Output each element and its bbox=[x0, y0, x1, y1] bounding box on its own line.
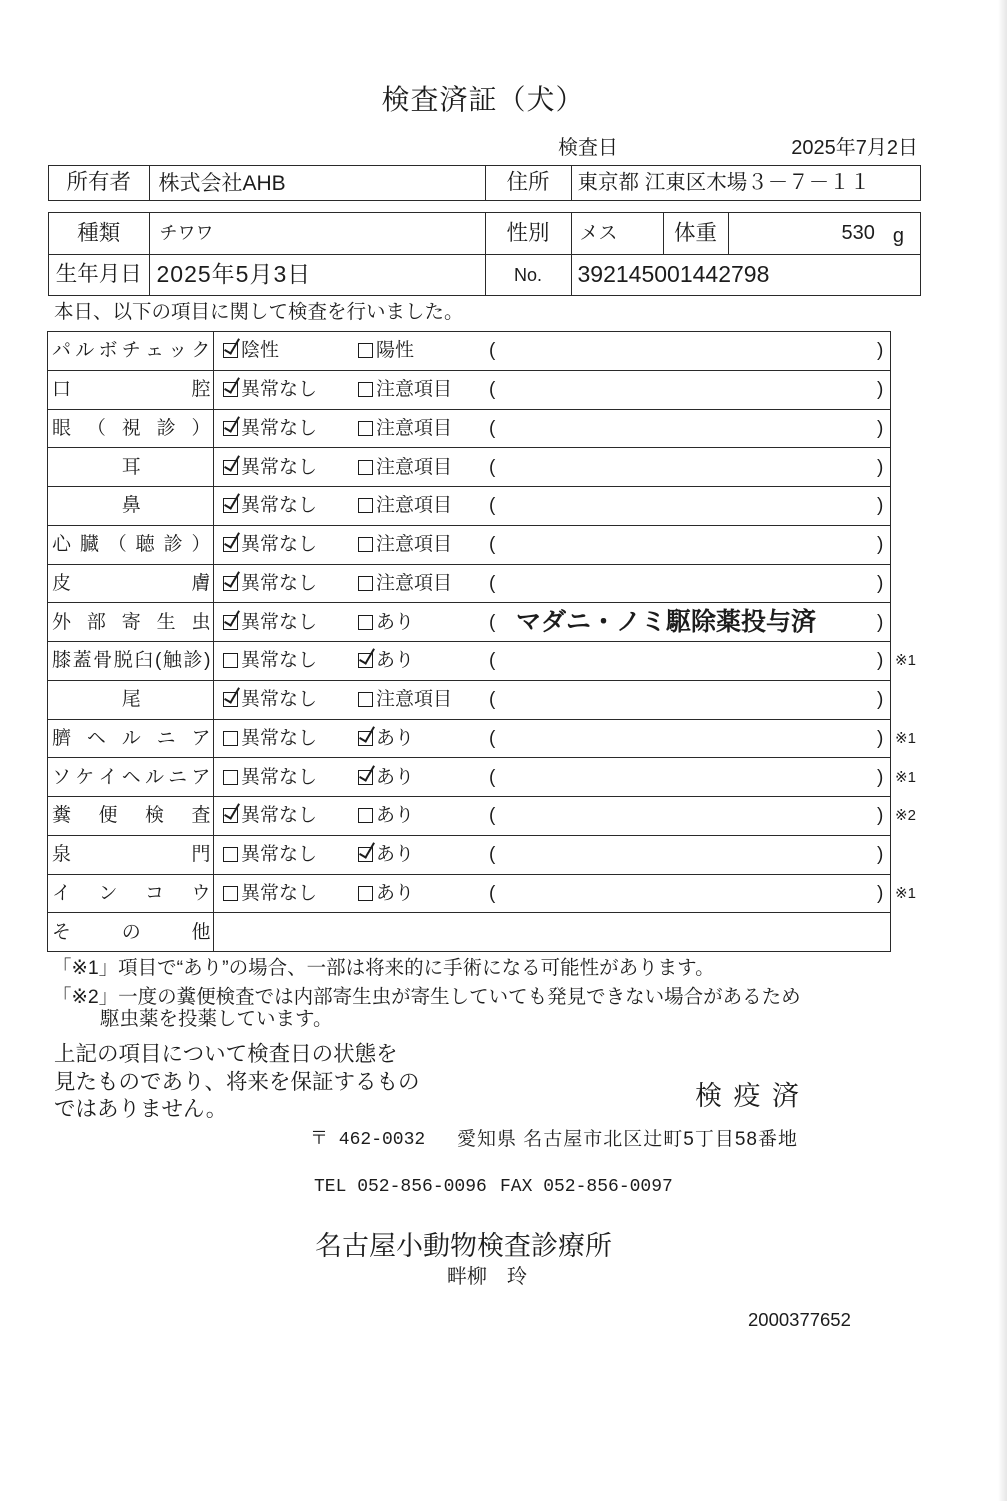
label-char: 心 bbox=[52, 534, 72, 556]
row-label bbox=[48, 642, 214, 680]
checked-box-icon bbox=[223, 615, 238, 630]
label-char: 触 bbox=[162, 650, 182, 672]
paren-open: ( bbox=[489, 689, 496, 711]
label-char: イ bbox=[98, 766, 118, 788]
paren-open: ( bbox=[489, 340, 496, 362]
option-label: あり bbox=[376, 805, 415, 827]
label-char: 聴 bbox=[135, 534, 155, 556]
empty-box-icon bbox=[223, 886, 238, 901]
paren-close: ) bbox=[877, 495, 884, 517]
option bbox=[358, 448, 452, 486]
label-char: 蓋 bbox=[72, 650, 92, 672]
option bbox=[358, 875, 414, 913]
empty-box-icon bbox=[358, 382, 373, 397]
paren-close: ) bbox=[877, 534, 884, 556]
checked-box-icon bbox=[358, 731, 373, 746]
paren-open: ( bbox=[489, 766, 496, 788]
checklist-row bbox=[48, 720, 916, 759]
number-label: No. bbox=[486, 255, 572, 296]
label-char: そ bbox=[52, 921, 72, 943]
option-label: 異常なし bbox=[241, 379, 318, 401]
label-char: チ bbox=[121, 340, 141, 362]
checklist-row bbox=[48, 526, 890, 565]
clinic-address: 愛知県 名古屋市北区辻町5丁目58番地 bbox=[457, 1129, 798, 1150]
label-char: イ bbox=[52, 882, 72, 904]
inspection-checklist bbox=[47, 331, 916, 952]
empty-box-icon bbox=[223, 770, 238, 785]
label-char: ケ bbox=[75, 766, 95, 788]
option-label: 注意項目 bbox=[376, 417, 453, 439]
option bbox=[358, 332, 414, 370]
option bbox=[223, 410, 317, 448]
empty-box-icon bbox=[358, 498, 373, 513]
paren-open: ( bbox=[489, 727, 496, 749]
checked-box-icon bbox=[223, 808, 238, 823]
label-char: 診 bbox=[156, 417, 176, 439]
owner-table bbox=[48, 165, 921, 201]
option bbox=[223, 875, 317, 913]
option bbox=[358, 603, 414, 641]
option-label: 注意項目 bbox=[376, 456, 453, 478]
paren-close: ) bbox=[877, 844, 884, 866]
row-label bbox=[48, 913, 214, 951]
option bbox=[223, 565, 317, 603]
checklist-row bbox=[48, 448, 890, 487]
label-char: ル bbox=[75, 340, 95, 362]
row-label bbox=[48, 758, 214, 796]
option bbox=[223, 448, 317, 486]
checklist-row bbox=[48, 875, 916, 914]
label-char: ソ bbox=[52, 766, 72, 788]
weight-unit: g bbox=[892, 225, 904, 248]
paren-close: ) bbox=[877, 456, 884, 478]
row-note-mark: ※2 bbox=[895, 807, 916, 825]
row-remark: マダニ・ノミ駆除薬投与済 bbox=[516, 607, 817, 636]
owner-label: 所有者 bbox=[49, 166, 150, 200]
clinic-person: 畔柳 玲 bbox=[447, 1266, 527, 1288]
disclaimer-line-3: ではありません。 bbox=[54, 1097, 228, 1121]
quarantine-stamp: 検 疫 済 bbox=[695, 1081, 802, 1111]
checked-box-icon bbox=[223, 343, 238, 358]
intro-text: 本日、以下の項目に関して検査を行いました。 bbox=[54, 301, 464, 323]
label-char: 泉 bbox=[52, 844, 72, 866]
label-char: 診 bbox=[183, 650, 203, 672]
row-note-mark: ※1 bbox=[895, 652, 916, 670]
empty-box-icon bbox=[223, 731, 238, 746]
label-char: 検 bbox=[144, 805, 164, 827]
checked-box-icon bbox=[358, 847, 373, 862]
label-char: ッ bbox=[168, 340, 188, 362]
checked-box-icon bbox=[223, 692, 238, 707]
pet-row-2 bbox=[49, 255, 920, 296]
paren-open: ( bbox=[489, 805, 496, 827]
label-char: ボ bbox=[98, 340, 118, 362]
label-char: の bbox=[121, 921, 141, 943]
option-label: 注意項目 bbox=[376, 379, 453, 401]
label-char: 他 bbox=[191, 921, 211, 943]
option bbox=[223, 526, 317, 564]
option bbox=[223, 603, 317, 641]
label-char: ニ bbox=[156, 727, 176, 749]
paren-open: ( bbox=[489, 882, 496, 904]
label-char: 眼 bbox=[52, 417, 72, 439]
checklist-row bbox=[48, 642, 916, 681]
document-number: 2000377652 bbox=[748, 1309, 851, 1330]
note-1: 「※1」項目で“あり”の場合、一部は将来的に手術になる可能性があります。 bbox=[52, 957, 715, 979]
row-label: 鼻 bbox=[48, 487, 214, 525]
label-char: 糞 bbox=[52, 805, 72, 827]
empty-box-icon bbox=[358, 421, 373, 436]
checklist-row bbox=[48, 371, 890, 410]
clinic-tel: TEL 052-856-0096 bbox=[314, 1177, 487, 1197]
row-label bbox=[48, 371, 214, 409]
paren-open: ( bbox=[489, 379, 496, 401]
label-char: 臍 bbox=[52, 727, 72, 749]
option-label: 異常なし bbox=[241, 495, 318, 517]
row-label bbox=[48, 836, 214, 874]
option bbox=[358, 758, 414, 796]
row-label bbox=[48, 410, 214, 448]
row-note-mark: ※1 bbox=[895, 768, 916, 786]
paren-close: ) bbox=[877, 650, 884, 672]
option-label: あり bbox=[376, 650, 415, 672]
label-char: 臓 bbox=[79, 534, 99, 556]
label-char: 便 bbox=[98, 805, 118, 827]
label-char: ア bbox=[191, 766, 211, 788]
option bbox=[223, 487, 317, 525]
label-char: ヘ bbox=[121, 766, 141, 788]
option-label: 異常なし bbox=[241, 805, 318, 827]
sex-value: メス bbox=[572, 213, 664, 254]
option-label: 注意項目 bbox=[376, 534, 453, 556]
row-label: 耳 bbox=[48, 448, 214, 486]
option-label: 異常なし bbox=[241, 689, 318, 711]
checklist-row bbox=[48, 410, 890, 449]
option-label: 異常なし bbox=[241, 417, 318, 439]
paren-open: ( bbox=[489, 844, 496, 866]
paren-close: ) bbox=[877, 611, 884, 633]
label-char: 骨 bbox=[93, 650, 113, 672]
checklist-row bbox=[48, 797, 916, 836]
label-char: ニ bbox=[168, 766, 188, 788]
paren-close: ) bbox=[877, 689, 884, 711]
option-label: 異常なし bbox=[241, 844, 318, 866]
label-char: 部 bbox=[86, 611, 106, 633]
option bbox=[358, 836, 414, 874]
weight-label: 体重 bbox=[664, 213, 729, 254]
row-label: 尾 bbox=[48, 681, 214, 719]
option bbox=[358, 720, 414, 758]
label-char: 虫 bbox=[191, 611, 211, 633]
checklist-row bbox=[48, 332, 890, 371]
breed-label: 種類 bbox=[49, 213, 150, 254]
label-char: ア bbox=[191, 727, 211, 749]
label-char: 脱 bbox=[113, 650, 133, 672]
option-label: 異常なし bbox=[241, 766, 318, 788]
checklist-row bbox=[48, 681, 890, 720]
option bbox=[358, 642, 414, 680]
checklist-row bbox=[48, 603, 890, 642]
empty-box-icon bbox=[223, 653, 238, 668]
checklist-row bbox=[48, 836, 890, 875]
empty-box-icon bbox=[358, 343, 373, 358]
label-char: （ bbox=[86, 417, 106, 439]
row-label bbox=[48, 332, 214, 370]
label-char: 寄 bbox=[121, 611, 141, 633]
paren-open: ( bbox=[489, 650, 496, 672]
number-value: 392145001442798 bbox=[577, 261, 770, 288]
weight-cell bbox=[729, 213, 921, 254]
breed-value: チワワ bbox=[150, 213, 486, 254]
paren-close: ) bbox=[877, 340, 884, 362]
option bbox=[223, 332, 279, 370]
checked-box-icon bbox=[223, 537, 238, 552]
paren-close: ) bbox=[877, 572, 884, 594]
label-char: ウ bbox=[191, 882, 211, 904]
scan-edge-shadow bbox=[998, 0, 1007, 1501]
label-char: ヘ bbox=[86, 727, 106, 749]
empty-box-icon bbox=[358, 886, 373, 901]
label-char: 査 bbox=[191, 805, 211, 827]
paren-close: ) bbox=[877, 379, 884, 401]
checked-box-icon bbox=[223, 498, 238, 513]
option bbox=[358, 681, 452, 719]
owner-value: 株式会社AHB bbox=[150, 166, 486, 200]
paren-close: ) bbox=[877, 727, 884, 749]
option bbox=[358, 565, 452, 603]
option-label: 陰性 bbox=[241, 340, 280, 362]
option bbox=[358, 487, 452, 525]
empty-box-icon bbox=[358, 460, 373, 475]
option bbox=[223, 797, 317, 835]
checked-box-icon bbox=[223, 460, 238, 475]
label-char: ェ bbox=[144, 340, 164, 362]
label-char: 皮 bbox=[52, 572, 72, 594]
row-note-mark: ※1 bbox=[895, 884, 916, 902]
checklist-row bbox=[48, 487, 890, 526]
checked-box-icon bbox=[358, 653, 373, 668]
checked-box-icon bbox=[223, 421, 238, 436]
option-label: あり bbox=[376, 882, 415, 904]
paren-close: ) bbox=[877, 766, 884, 788]
label-char: 腔 bbox=[191, 379, 211, 401]
note-2-continued: 駆虫薬を投薬しています。 bbox=[100, 1008, 333, 1030]
option-label: あり bbox=[376, 766, 415, 788]
birth-date-value: 2025年5月3日 bbox=[150, 255, 486, 296]
label-char: ル bbox=[144, 766, 164, 788]
empty-box-icon bbox=[358, 808, 373, 823]
label-char: 膝 bbox=[52, 650, 72, 672]
clinic-name: 名古屋小動物検査診療所 bbox=[315, 1231, 612, 1261]
label-char: パ bbox=[52, 340, 72, 362]
option-label: あり bbox=[376, 844, 415, 866]
option-label: 注意項目 bbox=[376, 495, 453, 517]
row-label bbox=[48, 797, 214, 835]
empty-box-icon bbox=[358, 692, 373, 707]
row-note-mark: ※1 bbox=[895, 729, 916, 747]
empty-box-icon bbox=[358, 537, 373, 552]
row-label bbox=[48, 526, 214, 564]
label-char: ( bbox=[154, 650, 162, 672]
label-char: 口 bbox=[52, 379, 72, 401]
option bbox=[358, 526, 452, 564]
label-char: 視 bbox=[121, 417, 141, 439]
option-label: 異常なし bbox=[241, 572, 318, 594]
label-char: 門 bbox=[191, 844, 211, 866]
clinic-fax: FAX 052-856-0097 bbox=[500, 1177, 673, 1197]
note-2: 「※2」一度の糞便検査では内部寄生虫が寄生していても発見できない場合があるため bbox=[52, 986, 801, 1008]
label-char: ク bbox=[191, 340, 211, 362]
address-label: 住所 bbox=[486, 166, 572, 200]
sex-label: 性別 bbox=[486, 213, 572, 254]
label-char: 臼 bbox=[134, 650, 154, 672]
option-label: 異常なし bbox=[241, 650, 318, 672]
option-label: 異常なし bbox=[241, 534, 318, 556]
option bbox=[223, 836, 317, 874]
option bbox=[358, 371, 452, 409]
option bbox=[358, 410, 452, 448]
checked-box-icon bbox=[358, 770, 373, 785]
birth-date-label: 生年月日 bbox=[49, 255, 150, 296]
label-char: 外 bbox=[52, 611, 72, 633]
label-char: 診 bbox=[163, 534, 183, 556]
label-char: ル bbox=[121, 727, 141, 749]
option-label: 陽性 bbox=[376, 340, 415, 362]
checked-box-icon bbox=[223, 382, 238, 397]
checklist-row bbox=[48, 913, 890, 951]
row-label bbox=[48, 720, 214, 758]
option bbox=[223, 642, 317, 680]
option-label: あり bbox=[376, 611, 415, 633]
inspection-date-value: 2025年7月2日 bbox=[791, 137, 918, 159]
option-label: 注意項目 bbox=[376, 572, 453, 594]
checklist-row bbox=[48, 758, 916, 797]
empty-box-icon bbox=[358, 576, 373, 591]
clinic-postal-code: 〒 462-0032 bbox=[310, 1130, 426, 1150]
address-value: 東京都 江東区木場３－７－１１ bbox=[577, 170, 871, 194]
option-label: あり bbox=[376, 727, 415, 749]
disclaimer-line-2: 見たものであり、将来を保証するもの bbox=[54, 1070, 420, 1094]
option bbox=[223, 371, 317, 409]
weight-value: 530 bbox=[841, 222, 875, 245]
paren-open: ( bbox=[489, 495, 496, 517]
label-char: 生 bbox=[156, 611, 176, 633]
empty-box-icon bbox=[358, 615, 373, 630]
inspection-date-label: 検査日 bbox=[558, 137, 618, 159]
paren-open: ( bbox=[489, 417, 496, 439]
checklist-row bbox=[48, 565, 890, 604]
label-char: ン bbox=[98, 882, 118, 904]
option-label: 異常なし bbox=[241, 727, 318, 749]
row-label bbox=[48, 565, 214, 603]
row-label bbox=[48, 603, 214, 641]
paren-open: ( bbox=[489, 534, 496, 556]
label-char: コ bbox=[144, 882, 164, 904]
paren-open: ( bbox=[489, 572, 496, 594]
empty-box-icon bbox=[223, 847, 238, 862]
option bbox=[223, 758, 317, 796]
label-char: ） bbox=[191, 417, 211, 439]
paren-close: ) bbox=[877, 805, 884, 827]
option-label: 異常なし bbox=[241, 882, 318, 904]
pet-table bbox=[48, 212, 921, 296]
paren-close: ) bbox=[877, 882, 884, 904]
paren-close: ) bbox=[877, 417, 884, 439]
option bbox=[358, 797, 414, 835]
pet-row-1 bbox=[49, 213, 920, 255]
checked-box-icon bbox=[223, 576, 238, 591]
option-label: 注意項目 bbox=[376, 689, 453, 711]
option bbox=[223, 720, 317, 758]
paren-open: ( bbox=[489, 456, 496, 478]
label-char: （ bbox=[107, 534, 127, 556]
label-char: ） bbox=[191, 534, 211, 556]
option-label: 異常なし bbox=[241, 456, 318, 478]
paren-open: ( bbox=[489, 611, 496, 633]
option-label: 異常なし bbox=[241, 611, 318, 633]
label-char: ) bbox=[204, 650, 211, 672]
label-char: 膚 bbox=[191, 572, 211, 594]
option bbox=[223, 681, 317, 719]
document-title: 検査済証（犬） bbox=[381, 84, 585, 115]
disclaimer-line-1: 上記の項目について検査日の状態を bbox=[54, 1042, 398, 1066]
row-label bbox=[48, 875, 214, 913]
